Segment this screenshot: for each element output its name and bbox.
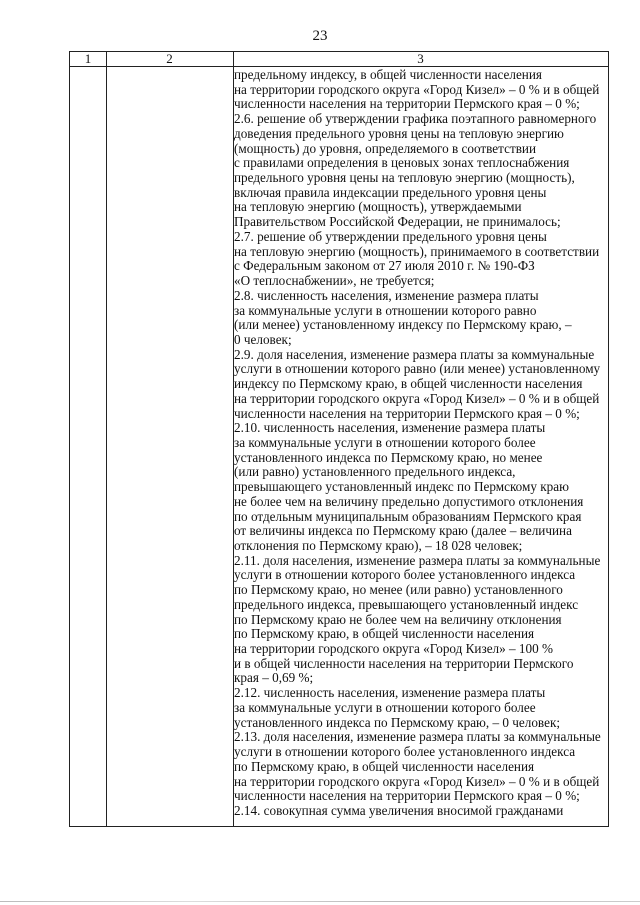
text-line: предельного индекса, превышающего установленный индекс (234, 596, 579, 612)
text-line: превышающего установленный индекс по Пермскому краю (234, 479, 569, 495)
text-line: услуги в отношении которого более установленного индекса (234, 567, 576, 583)
text-line: на территории городского округа «Город Кизел» – 0 % и в общей (234, 390, 600, 406)
text-line: численности населения на территории Пермского края – 0 %; (234, 788, 580, 804)
column-divider (106, 52, 107, 826)
text-line: по Пермскому краю, но менее (или равно) установленного (234, 582, 563, 598)
scan-edge-line (0, 901, 640, 902)
text-line: доведения предельного уровня цены на тепловую энергию (234, 125, 564, 141)
text-line: 2.8. численность населения, изменение размера платы (234, 287, 539, 303)
text-line: 2.7. решение об утверждении предельного уровня цены (234, 228, 547, 244)
text-line: на территории городского округа «Город Кизел» – 0 % и в общей (234, 773, 600, 789)
text-line: предельному индексу, в общей численности населения (234, 67, 542, 82)
text-line: (или менее) установленному индексу по Пермскому краю, – (234, 317, 572, 333)
text-line: 0 человек; (234, 331, 292, 347)
table-header-row (70, 52, 608, 67)
text-line: и в общей численности населения на территории Пермского (234, 655, 574, 671)
text-line: установленного индекса по Пермскому краю, но менее (234, 449, 543, 465)
text-line: включая правила индексации предельного уровня цены (234, 184, 547, 200)
text-line: 2.10. численность населения, изменение размера платы (234, 420, 546, 436)
text-line: 2.14. совокупная сумма увеличения вносимой гражданами (234, 802, 564, 818)
column-header-3: 3 (417, 51, 424, 66)
content-table (69, 51, 609, 827)
text-line: по отдельным муниципальным образованиям Пермского края (234, 508, 582, 524)
text-line: численности населения на территории Пермского края – 0 %; (234, 405, 580, 421)
text-line: Правительством Российской Федерации, не принималось; (234, 214, 561, 230)
text-line: по Пермскому краю, в общей численности населения (234, 626, 535, 642)
text-line: на тепловую энергию (мощность), утверждаемыми (234, 199, 522, 215)
text-line: установленного индекса по Пермскому краю, – 0 человек; (234, 714, 561, 730)
text-line: услуги в отношении которого более установленного индекса (234, 744, 576, 760)
text-line: за коммунальные услуги в отношении которого более (234, 699, 536, 715)
text-line: с Федеральным законом от 27 июля 2010 г. № 190-ФЗ (234, 258, 535, 274)
text-line: (мощность) до уровня, определяемого в соответствии (234, 140, 537, 156)
text-line: отклонения по Пермскому краю), – 18 028 человек; (234, 538, 523, 553)
page-number: 23 (312, 28, 328, 44)
text-line: с правилами определения в ценовых зонах теплоснабжения (234, 155, 570, 171)
text-line: по Пермскому краю не более чем на величину отклонения (234, 611, 562, 627)
text-line: 2.6. решение об утверждении графика поэтапного равномерного (234, 111, 597, 127)
text-line: предельного уровня цены на тепловую энергию (мощность), (234, 170, 575, 186)
text-line: от величины индекса по Пермскому краю (далее – величина (234, 523, 572, 539)
column-header-2: 2 (166, 51, 173, 66)
text-line: за коммунальные услуги в отношении которого более (234, 434, 536, 450)
text-line: на территории городского округа «Город Кизел» – 0 % и в общей (234, 81, 600, 97)
column-3-text (234, 68, 606, 819)
text-line: индексу по Пермскому краю, в общей численности населения (234, 376, 583, 392)
text-line: 2.12. численность населения, изменение размера платы (234, 685, 546, 701)
text-line: 2.13. доля населения, изменение размера платы за коммунальные (234, 729, 601, 745)
column-header-1: 1 (84, 51, 92, 66)
text-line: «О теплоснабжении», не требуется; (234, 273, 435, 289)
text-line: на территории городского округа «Город Кизел» – 100 % (234, 641, 553, 657)
text-line: 2.11. доля населения, изменение размера платы за коммунальные (234, 552, 601, 568)
text-line: края – 0,69 %; (234, 670, 314, 686)
text-line: численности населения на территории Пермского края – 0 %; (234, 96, 580, 112)
text-line: (или равно) установленного предельного индекса, (234, 464, 516, 480)
text-line: на тепловую энергию (мощность), принимаемого в соответствии (234, 243, 600, 259)
text-line: услуги в отношении которого равно (или менее) установленному (234, 361, 601, 377)
text-line: не более чем на величину предельно допустимого отклонения (234, 493, 584, 509)
text-line: за коммунальные услуги в отношении которого равно (234, 302, 537, 318)
text-line: по Пермскому краю, в общей численности населения (234, 758, 535, 774)
text-line: 2.9. доля населения, изменение размера платы за коммунальные (234, 346, 595, 362)
